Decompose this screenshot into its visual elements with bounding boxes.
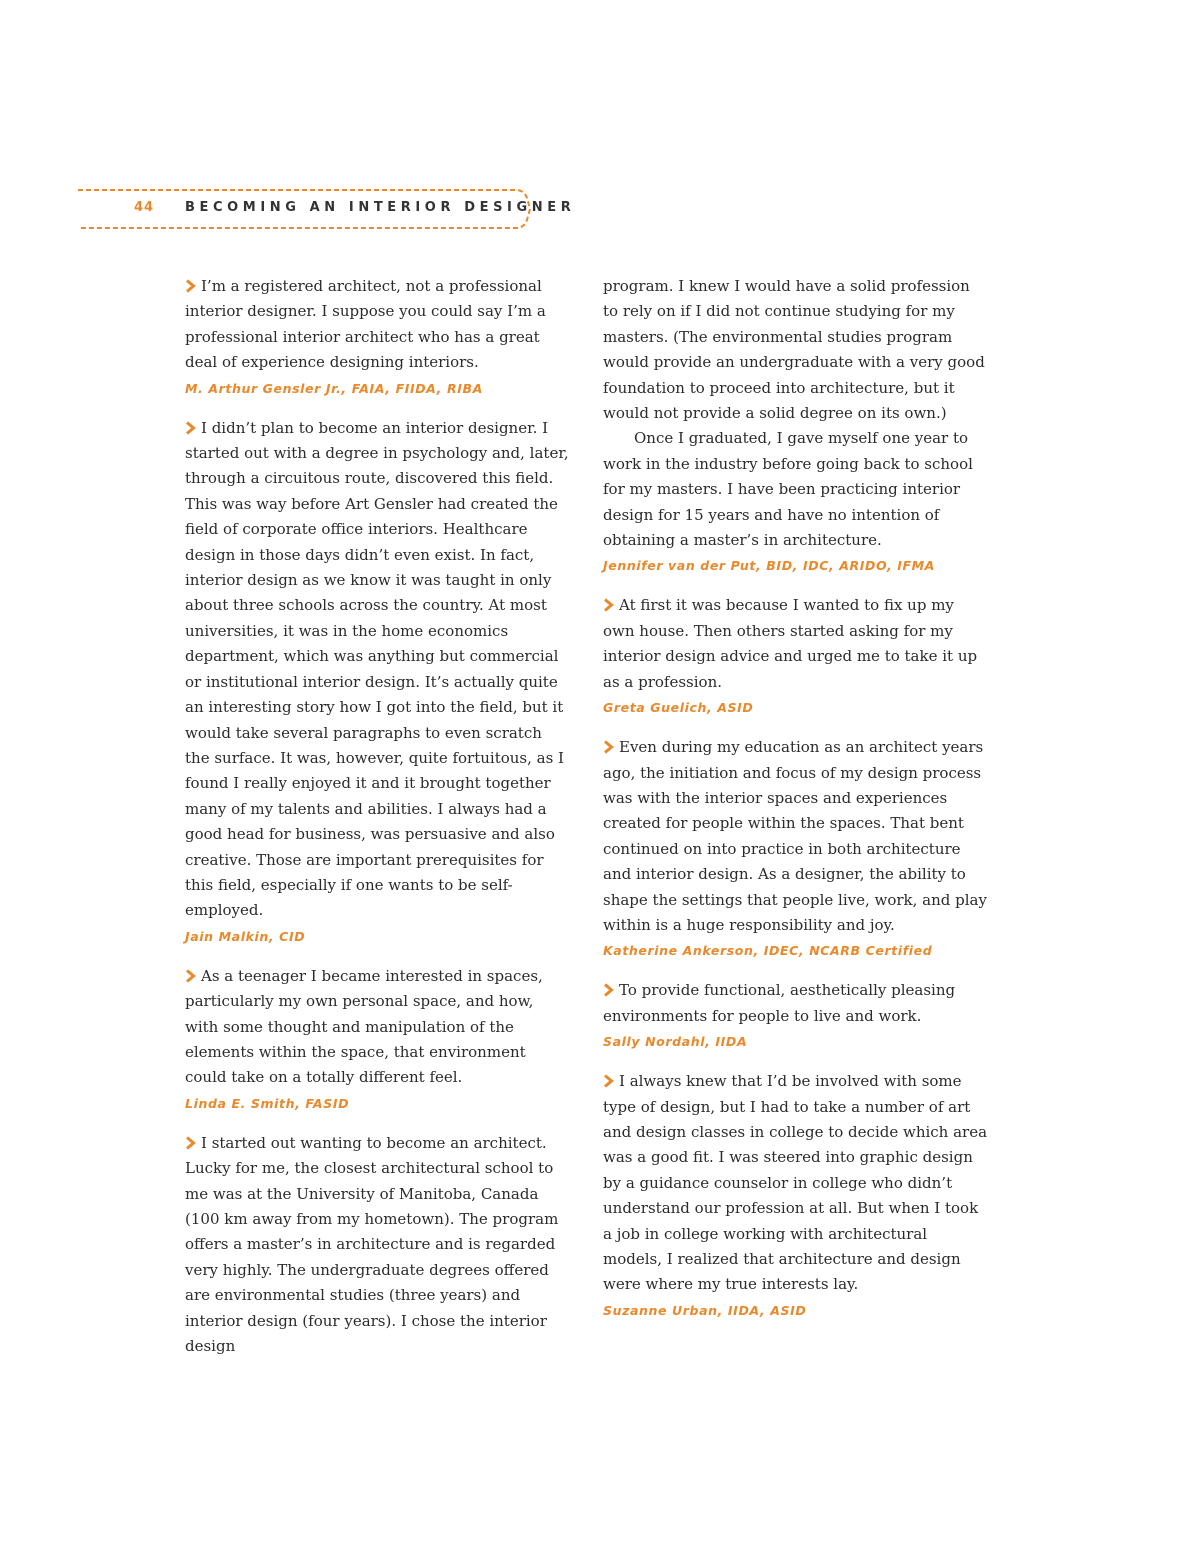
quote-entry	[185, 1131, 570, 1360]
quote-text: I always knew that I’d be involved with some type of design, but I had to take a number of art and design classes in college to decide which area was a good fit. I was steered into graphic design by a guidance counselor in college who didn’t understand our profession at all. But when I took a job in college working with architectural models, I realized that architecture and design were where my true interests lay.	[603, 1072, 988, 1294]
chevron-right-icon	[185, 969, 196, 983]
quote-entry	[603, 274, 988, 576]
chevron-right-icon	[603, 1074, 614, 1088]
quote-attribution: Greta Guelich, ASID	[603, 700, 754, 716]
quote-text: Even during my education as an architect years ago, the initiation and focus of my design process was with the interior spaces and experiences created for people within the spaces. That bent continued on into practice in both architecture and interior design. As a designer, the ability to shape the settings that people live, work, and play within is a huge responsibility and joy.	[603, 738, 987, 934]
chevron-right-icon	[603, 983, 614, 997]
quote-text: At first it was because I wanted to fix up my own house. Then others started asking for my interior design advice and urged me to take it up as a profession.	[603, 596, 978, 691]
quote-attribution: Katherine Ankerson, IDEC, NCARB Certified	[603, 943, 933, 959]
quote-entry	[603, 593, 988, 718]
quote-text: As a teenager I became interested in spaces, particularly my own personal space, and how, with some thought and manipulation of the elements within the space, that environment could take on a totally different feel.	[185, 966, 543, 1087]
chevron-right-icon	[185, 279, 196, 293]
quote-entry	[603, 735, 988, 961]
quote-text: I didn’t plan to become an interior designer. I started out with a degree in psychology and, later, through a circuitous route, discovered this field. This was way before Art Gensler had created the field of corporate office interiors. Healthcare design in those days didn’t even exist. In fact, interior design as we know it was taught in only about three schools across the country. At most universities, it was in the home economics department, which was anything but commercial or institutional interior design. It’s actually quite an interesting story how I got into the field, but it would take several paragraphs to even scratch the surface. It was, however, quite fortuitous, as I found I really enjoyed it and it brought together many of my talents and abilities. I always had a good head for business, was persuasive and also creative. Those are important prerequisites for this field, especially if one wants to be self-employed.	[185, 418, 569, 920]
quote-text: I’m a registered architect, not a professional interior designer. I suppose you could say I’m a professional interior architect who has a great deal of experience designing interiors.	[185, 277, 546, 372]
quote-continuation: program. I knew I would have a solid profession to rely on if I did not continue studying for my masters. (The environmental studies program would provide an undergraduate with a very good foundation to proceed into architecture, but it would not provide a solid degree on its own.)	[603, 277, 985, 423]
chevron-right-icon	[603, 598, 614, 612]
left-column	[185, 274, 570, 1376]
quote-entry	[603, 978, 988, 1052]
chevron-right-icon	[603, 740, 614, 754]
quote-attribution: Suzanne Urban, IIDA, ASID	[603, 1302, 807, 1318]
page-number: 44	[134, 200, 155, 215]
quote-attribution: Jain Malkin, CID	[185, 928, 306, 944]
quote-entry	[185, 964, 570, 1114]
quote-entry	[185, 274, 570, 399]
running-title: BECOMING AN INTERIOR DESIGNER	[185, 200, 576, 215]
quote-attribution: Linda E. Smith, FASID	[185, 1095, 350, 1111]
right-column	[603, 274, 988, 1338]
quote-attribution: M. Arthur Gensler Jr., FAIA, FIIDA, RIBA	[185, 380, 483, 396]
quote-entry	[185, 416, 570, 947]
quote-text: Once I graduated, I gave myself one year to work in the industry before going back to school for my masters. I have been practicing interior design for 15 years and have no intention of obtaining a master’s in architecture.	[603, 429, 973, 550]
running-header	[78, 186, 576, 232]
chevron-right-icon	[185, 1136, 196, 1150]
quote-text: To provide functional, aesthetically pleasing environments for people to live and work.	[603, 981, 956, 1025]
quote-attribution: Sally Nordahl, IIDA	[603, 1034, 748, 1050]
chevron-right-icon	[185, 421, 196, 435]
quote-text: I started out wanting to become an architect. Lucky for me, the closest architectural school to me was at the University of Manitoba, Canada (100 km away from my hometown). The program offers a master’s in architecture and is regarded very highly. The undergraduate degrees offered are environmental studies (three years) and interior design (four years). I chose the interior design	[185, 1133, 559, 1356]
quote-attribution: Jennifer van der Put, BID, IDC, ARIDO, IFMA	[603, 558, 935, 574]
quote-entry	[603, 1069, 988, 1321]
